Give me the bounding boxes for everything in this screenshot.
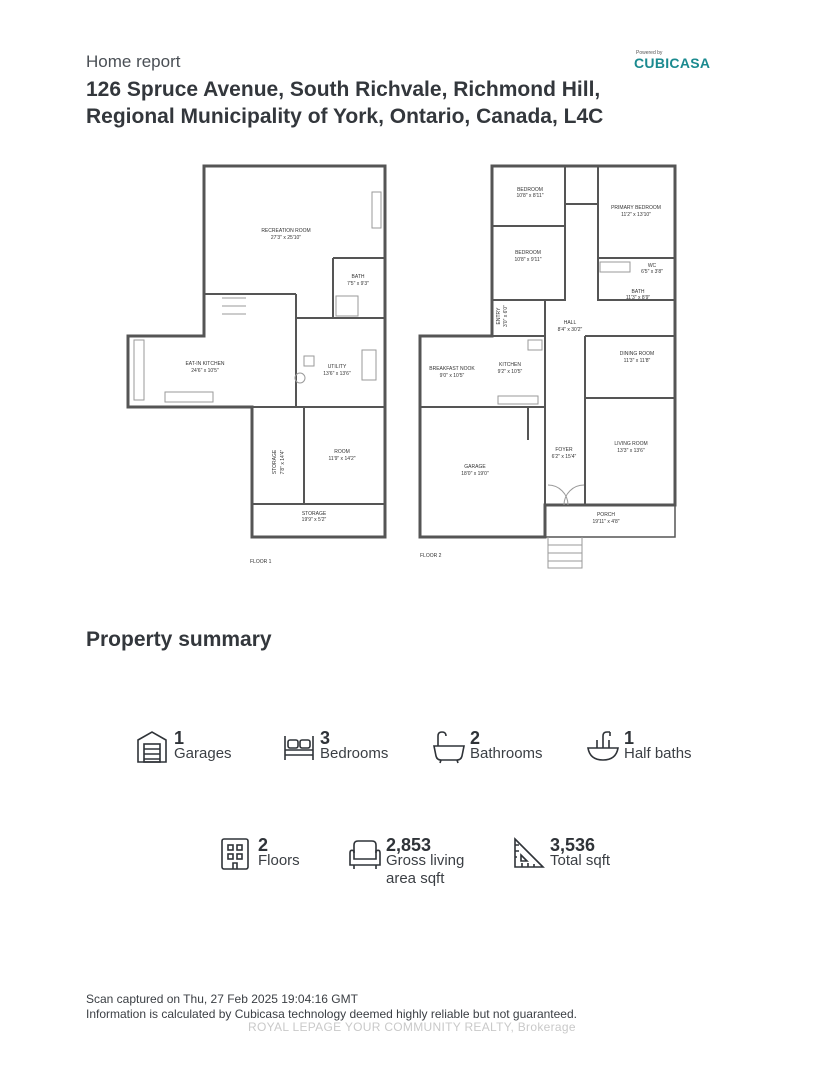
room-size: 13'6" x 13'6" — [323, 371, 351, 377]
brokerage-watermark: ROYAL LEPAGE YOUR COMMUNITY REALTY, Brokerage — [248, 1020, 576, 1034]
room-label: RECREATION ROOM — [261, 228, 311, 234]
floor1-label: FLOOR 1 — [250, 559, 272, 565]
gla-value: 2,853 — [386, 835, 432, 855]
room-size: 9'0" x 10'5" — [439, 373, 465, 379]
room-label: ENTRY — [496, 307, 502, 325]
room-label: STORAGE — [272, 449, 278, 475]
room-label: HALL — [563, 320, 577, 326]
summary-title: Property summary — [86, 628, 272, 651]
bedrooms-label: Bedrooms — [320, 745, 389, 762]
room-label: GARAGE — [464, 464, 486, 470]
room-label: LIVING ROOM — [614, 441, 648, 447]
room-size: 10'8" x 9'11" — [514, 257, 542, 263]
room-label: DINING ROOM — [619, 351, 655, 357]
floor2-label: FLOOR 2 — [420, 553, 442, 559]
bed-icon — [282, 728, 316, 764]
disclaimer-note: Information is calculated by Cubicasa technology deemed highly reliable but not guaranteed. — [86, 1007, 577, 1021]
room-size: 27'3" x 25'10" — [270, 235, 302, 241]
room-label: UTILITY — [327, 364, 347, 370]
room-label: KITCHEN — [499, 362, 521, 368]
gla-label-line1: Gross living — [386, 852, 465, 869]
floors-value: 2 — [258, 835, 269, 855]
room-size: 3'0" x 6'0" — [503, 305, 509, 327]
total-sqft-label: Total sqft — [550, 852, 611, 869]
garages-label: Garages — [174, 745, 232, 762]
bedrooms-value: 3 — [320, 728, 331, 748]
room-label: STORAGE — [301, 511, 327, 517]
room-size: 18'0" x 19'0" — [461, 471, 489, 477]
total-sqft-value: 3,536 — [550, 835, 596, 855]
room-size: 19'11" x 4'8" — [592, 519, 620, 525]
halfbaths-label: Half baths — [624, 745, 692, 762]
room-label: BATH — [631, 289, 645, 295]
room-label: BEDROOM — [517, 187, 543, 193]
room-label: PRIMARY BEDROOM — [611, 205, 661, 211]
bathtub-icon — [432, 728, 466, 764]
scan-date-note: Scan captured on Thu, 27 Feb 2025 19:04:16 GMT — [86, 992, 358, 1006]
cubicasa-logo: CUBICASA — [634, 55, 711, 71]
bathrooms-value: 2 — [470, 728, 481, 748]
room-size: 13'3" x 13'6" — [617, 448, 645, 454]
room-label: PORCH — [596, 512, 616, 518]
room-size: 7'8" x 14'4" — [280, 449, 286, 475]
room-size: 7'5" x 9'3" — [347, 281, 369, 287]
room-size: 19'9" x 5'2" — [301, 517, 327, 523]
room-label: WC — [647, 263, 657, 269]
floor1-outline — [128, 166, 385, 537]
sink-icon — [586, 728, 620, 764]
room-label: EAT-IN KITCHEN — [185, 361, 225, 367]
floor-plan — [0, 150, 825, 580]
set-square-icon — [512, 835, 546, 871]
garages-value: 1 — [174, 728, 185, 748]
bathrooms-label: Bathrooms — [470, 745, 543, 762]
floors-label: Floors — [258, 852, 300, 869]
room-label: ROOM — [334, 449, 350, 455]
room-size: 11'3" x 8'9" — [625, 295, 651, 301]
address-line-2: Regional Municipality of York, Ontario, Canada, L4C — [86, 105, 604, 128]
floors-grid-icon — [220, 835, 252, 871]
address-line-1: 126 Spruce Avenue, South Richvale, Richmond Hill, — [86, 78, 601, 101]
garage-icon — [136, 728, 168, 764]
room-label: FOYER — [555, 447, 573, 453]
room-size: 24'6" x 10'5" — [191, 368, 219, 374]
room-label: BATH — [351, 274, 365, 280]
room-size: 11'9" x 14'2" — [328, 456, 356, 462]
room-size: 6'5" x 3'8" — [641, 269, 663, 275]
room-size: 9'2" x 10'5" — [497, 369, 523, 375]
sofa-icon — [348, 835, 382, 871]
room-label: BREAKFAST NOOK — [429, 366, 475, 372]
halfbaths-value: 1 — [624, 728, 635, 748]
room-size: 6'2" x 15'4" — [551, 454, 577, 460]
brand-tagline: Powered by — [636, 50, 663, 56]
room-size: 11'2" x 13'10" — [621, 212, 651, 218]
room-label: BEDROOM — [515, 250, 541, 256]
gla-label-line2: area sqft — [386, 870, 445, 887]
report-kicker: Home report — [86, 52, 181, 71]
room-size: 10'8" x 8'11" — [516, 193, 544, 199]
room-size: 11'3" x 11'8" — [623, 358, 651, 364]
room-size: 8'4" x 30'2" — [557, 327, 583, 333]
